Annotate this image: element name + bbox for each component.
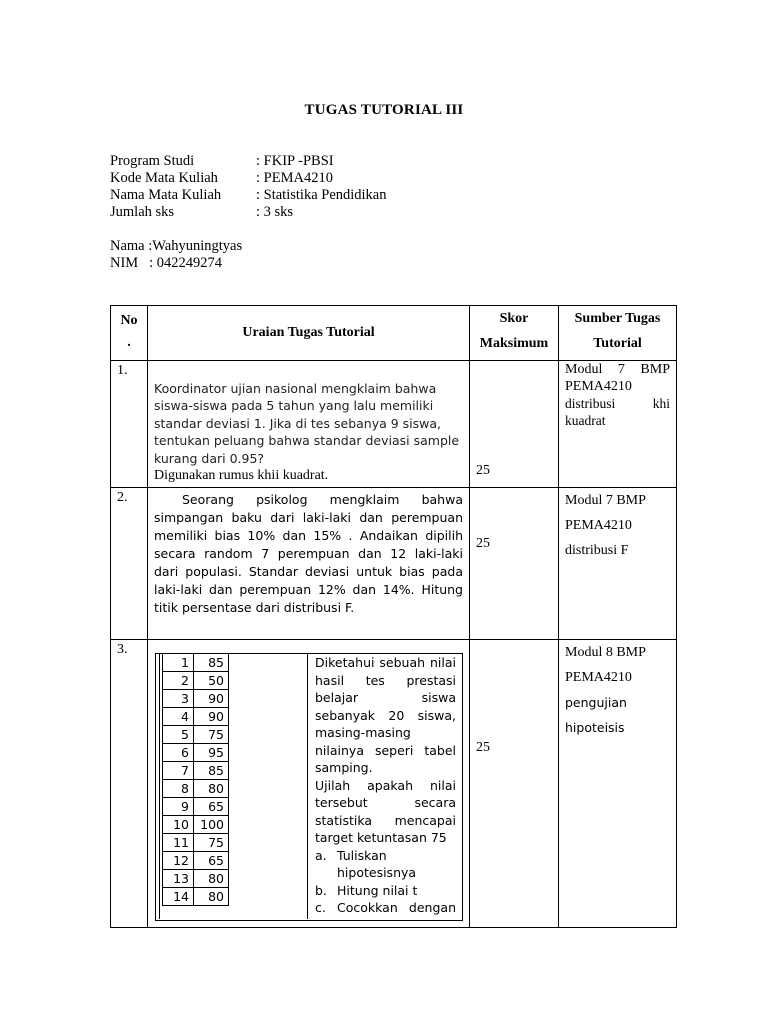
scores-table-row bbox=[163, 726, 229, 744]
info-row-code bbox=[110, 170, 387, 187]
student-score: 80 bbox=[194, 870, 229, 888]
row-score bbox=[470, 640, 559, 928]
student-index: 6 bbox=[163, 744, 194, 762]
source-topic: distribusi khi kuadrat bbox=[565, 396, 670, 428]
student-index: 1 bbox=[163, 654, 194, 672]
row-source bbox=[559, 640, 677, 928]
scores-table-row bbox=[163, 780, 229, 798]
row-number: 2. bbox=[111, 488, 148, 640]
student-index: 5 bbox=[163, 726, 194, 744]
info-label: Jumlah sks bbox=[110, 204, 175, 220]
row-number: 1. bbox=[111, 361, 148, 488]
item-text: Cocokkan dengan bbox=[337, 900, 456, 915]
scores-table-row bbox=[163, 744, 229, 762]
student-score: 50 bbox=[194, 672, 229, 690]
student-index: 8 bbox=[163, 780, 194, 798]
student-nim: NIM : 042249274 bbox=[110, 255, 222, 271]
info-value: : 3 sks bbox=[256, 204, 294, 220]
student-identity bbox=[110, 238, 242, 272]
student-name: Nama :Wahyuningtyas bbox=[110, 238, 243, 254]
header-no-text: No bbox=[120, 313, 138, 328]
student-score: 65 bbox=[194, 798, 229, 816]
student-score: 85 bbox=[194, 654, 229, 672]
student-index: 14 bbox=[163, 888, 194, 906]
question-box bbox=[307, 653, 462, 919]
student-score: 75 bbox=[194, 726, 229, 744]
question-text bbox=[315, 654, 456, 917]
scores-table-row bbox=[163, 672, 229, 690]
student-score: 90 bbox=[194, 690, 229, 708]
header-no-dot: . bbox=[127, 335, 131, 350]
info-label: Nama Mata Kuliah bbox=[110, 187, 222, 203]
info-row-sks bbox=[110, 204, 387, 221]
question-item bbox=[315, 899, 456, 917]
document-title: TUGAS TUTORIAL III bbox=[304, 102, 464, 118]
header-skor bbox=[470, 306, 559, 361]
row-task-text bbox=[148, 488, 470, 640]
info-value: : FKIP -PBSI bbox=[256, 153, 334, 169]
item-text: Tuliskan hipotesisnya bbox=[337, 847, 417, 880]
course-info bbox=[110, 153, 387, 221]
task-text-formula: Digunakan rumus khii kuadrat. bbox=[154, 468, 329, 483]
row-score bbox=[470, 361, 559, 488]
header-sumber-text-2: Tutorial bbox=[593, 336, 642, 351]
student-index: 9 bbox=[163, 798, 194, 816]
scores-table-row bbox=[163, 798, 229, 816]
student-index: 10 bbox=[163, 816, 194, 834]
student-score: 85 bbox=[194, 762, 229, 780]
question-item bbox=[315, 847, 456, 882]
question-prompt: Ujilah apakah nilai tersebut secara statistika mencapai target ketuntasan 75 bbox=[315, 777, 456, 845]
student-index: 11 bbox=[163, 834, 194, 852]
student-index: 12 bbox=[163, 852, 194, 870]
student-index: 2 bbox=[163, 672, 194, 690]
score-value: 25 bbox=[476, 536, 490, 551]
task-text-body: Seorang psikolog mengklaim bahwa simpangan baku dari laki-laki dan perempuan memiliki bias 10% dan 15% . Andaikan dipilih secara random 7 perempuan dan 12 laki-laki dari populasi. Standar deviasi untuk bias pada laki-laki dan perempuan 12% dan 14%. Hitung titik persentase dari distribusi F. bbox=[154, 492, 463, 615]
source-module: Modul 7 BMP bbox=[565, 493, 646, 508]
student-score: 80 bbox=[194, 888, 229, 906]
student-score: 65 bbox=[194, 852, 229, 870]
row-source bbox=[559, 488, 677, 640]
row-number: 3. bbox=[111, 640, 148, 928]
info-value: : Statistika Pendidikan bbox=[256, 187, 387, 203]
source-module: Modul 7 BMP PEMA4210 bbox=[565, 362, 670, 394]
source-module: Modul 8 BMP bbox=[565, 645, 646, 660]
source-topic-2: hipoteisis bbox=[565, 720, 625, 735]
scores-table-row bbox=[163, 870, 229, 888]
student-score: 90 bbox=[194, 708, 229, 726]
table-header-row bbox=[111, 306, 677, 361]
student-index: 3 bbox=[163, 690, 194, 708]
scores-table-row bbox=[163, 708, 229, 726]
header-uraian bbox=[148, 306, 470, 361]
student-index: 4 bbox=[163, 708, 194, 726]
item-marker: c. bbox=[315, 900, 326, 915]
source-topic: distribusi F bbox=[565, 543, 629, 558]
item-marker: a. bbox=[315, 847, 327, 863]
header-uraian-text: Uraian Tugas Tutorial bbox=[242, 325, 375, 340]
question-description: Diketahui sebuah nilai hasil tes prestasi belajar siswa sebanyak 20 siswa, masing-masing nilainya seperi tabel samping. bbox=[315, 655, 456, 775]
row-task-text bbox=[148, 361, 470, 488]
info-row-course-name bbox=[110, 187, 387, 204]
info-label: Kode Mata Kuliah bbox=[110, 170, 218, 186]
student-score: 80 bbox=[194, 780, 229, 798]
header-sumber-text: Sumber Tugas bbox=[574, 311, 661, 326]
scores-table-row bbox=[163, 762, 229, 780]
item-text: Hitung nilai t bbox=[337, 882, 418, 898]
student-index: 13 bbox=[163, 870, 194, 888]
source-code: PEMA4210 bbox=[565, 518, 632, 533]
task-text-body: Koordinator ujian nasional mengklaim bahwa siswa-siswa pada 5 tahun yang lalu memiliki standar deviasi 1. Jika di tes sebanya 9 siswa, tentukan peluang bahwa standar deviasi sample kurang dari 0.95? bbox=[154, 380, 460, 466]
source-code: PEMA4210 bbox=[565, 670, 632, 685]
scores-table-row bbox=[163, 816, 229, 834]
score-value: 25 bbox=[476, 463, 490, 478]
student-score: 95 bbox=[194, 744, 229, 762]
scores-table-row bbox=[163, 834, 229, 852]
table-row bbox=[111, 361, 677, 488]
scores-table bbox=[162, 653, 229, 906]
student-score: 100 bbox=[194, 816, 229, 834]
source-topic: pengujian bbox=[565, 695, 627, 710]
header-skor-text-2: Maksimum bbox=[479, 336, 549, 351]
info-row-program bbox=[110, 153, 387, 170]
row-source bbox=[559, 361, 677, 488]
scores-table-body bbox=[163, 654, 229, 906]
student-index: 7 bbox=[163, 762, 194, 780]
header-no bbox=[111, 306, 148, 361]
score-value: 25 bbox=[476, 740, 490, 755]
item-marker: b. bbox=[315, 882, 327, 898]
header-skor-text: Skor bbox=[499, 311, 529, 326]
scores-table-row bbox=[163, 888, 229, 906]
info-value: : PEMA4210 bbox=[256, 170, 333, 186]
row-score bbox=[470, 488, 559, 640]
table-row bbox=[111, 488, 677, 640]
scores-table-row bbox=[163, 654, 229, 672]
scores-table-row bbox=[163, 690, 229, 708]
nested-box-inner-border bbox=[159, 653, 160, 919]
student-score: 75 bbox=[194, 834, 229, 852]
header-sumber bbox=[559, 306, 677, 361]
question-item bbox=[315, 882, 456, 900]
info-label: Program Studi bbox=[110, 153, 195, 169]
scores-table-row bbox=[163, 852, 229, 870]
